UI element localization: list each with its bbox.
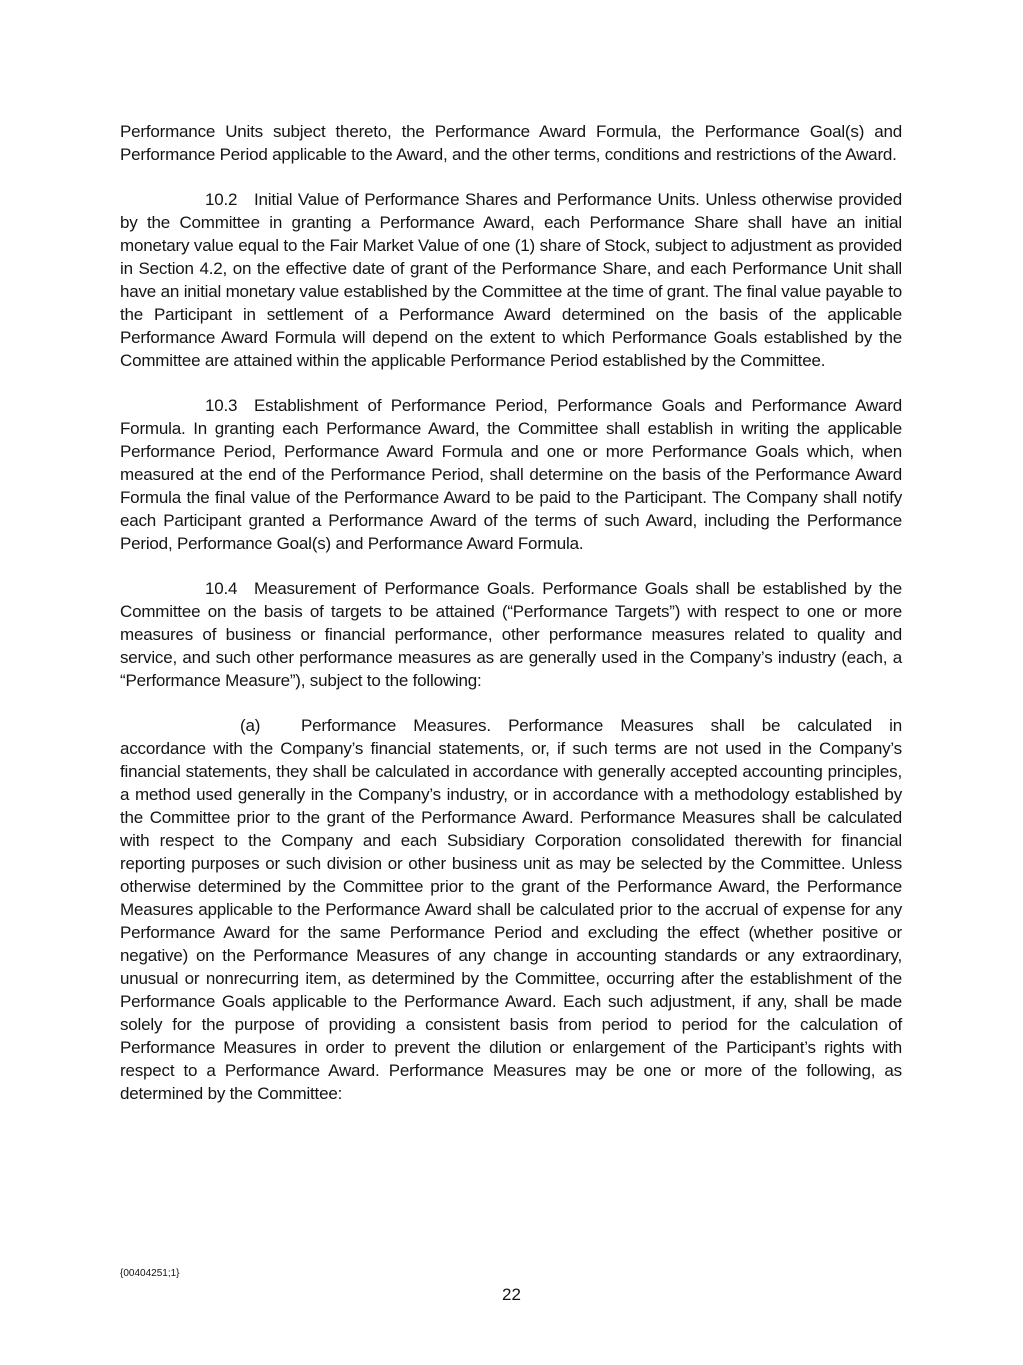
section-10-3 [120,394,902,555]
subsection-number: (a) [240,716,261,735]
subsection-text: Performance Measures shall be calculated in accordance with the Company’s financial statements, or, if such terms are not used in the Company’s financial statements, they shall be calculated in accordance with generally accepted accounting principles, a method used generally in the Company’s industry, or in accordance with a methodology established by the Committee prior to the grant of the Performance Award. Performance Measures shall be calculated with respect to the Company and each Subsidiary Corporation consolidated therewith for financial reporting purposes or such division or other business unit as may be selected by the Committee. Unless otherwise determined by the Committee prior to the grant of the Performance Award, the Performance Measures applicable to the Performance Award shall be calculated prior to the accrual of expense for any Performance Award for the same Performance Period and excluding the effect (whether positive or negative) on the Performance Measures of any change in accounting standards or any extraordinary, unusual or nonrecurring item, as determined by the Committee, occurring after the establishment of the Performance Goals applicable to the Performance Award. Each such adjustment, if any, shall be made solely for the purpose of providing a consistent basis from period to period for the calculation of Performance Measures in order to prevent the dilution or enlargement of the Participant’s rights with respect to a Performance Award. Performance Measures may be one or more of the following, as determined by the Committee: [120,716,902,1103]
section-10-2 [120,188,902,372]
section-heading: Establishment of Performance Period, Performance Goals and Performance Award Formula. [120,396,902,438]
section-heading: Measurement of Performance Goals. [254,579,535,598]
subsection-heading: Performance Measures. [301,716,491,735]
section-number: 10.2 [205,190,238,209]
section-text: Performance Goals shall be established by the Committee on the basis of targets to be attained (“Performance Targets”) with respect to one or more measures of business or financial performance, other performance measures related to quality and service, and such other performance measures as are generally used in the Company’s industry (each, a “Performance Measure”), subject to the following: [120,579,902,690]
subsection-a [120,714,902,1105]
section-text: Unless otherwise provided by the Committee in granting a Performance Award, each Performance Share shall have an initial monetary value equal to the Fair Market Value of one (1) share of Stock, subject to adjustment as provided in Section 4.2, on the effective date of grant of the Performance Share, and each Performance Unit shall have an initial monetary value established by the Committee at the time of grant. The final value payable to the Participant in settlement of a Performance Award determined on the basis of the applicable Performance Award Formula will depend on the extent to which Performance Goals established by the Committee are attained within the applicable Performance Period established by the Committee. [120,190,902,370]
section-heading: Initial Value of Performance Shares and Performance Units. [254,190,700,209]
page-number: 22 [502,1285,521,1304]
section-number: 10.3 [205,396,238,415]
document-page [120,120,902,1127]
paragraph-continuation: Performance Units subject thereto, the Performance Award Formula, the Performance Goal(s) and Performance Period applicable to the Award, and the other terms, conditions and restrictions of the Award. [120,122,902,164]
section-10-4 [120,577,902,692]
document-id: {00404251;1} [120,1268,180,1279]
section-number: 10.4 [205,579,238,598]
section-text: In granting each Performance Award, the Committee shall establish in writing the applicable Performance Period, Performance Award Formula and one or more Performance Goals which, when measured at the end of the Performance Period, shall determine on the basis of the Performance Award Formula the final value of the Performance Award to be paid to the Participant. The Company shall notify each Participant granted a Performance Award of the terms of such Award, including the Performance Period, Performance Goal(s) and Performance Award Formula. [120,419,903,553]
